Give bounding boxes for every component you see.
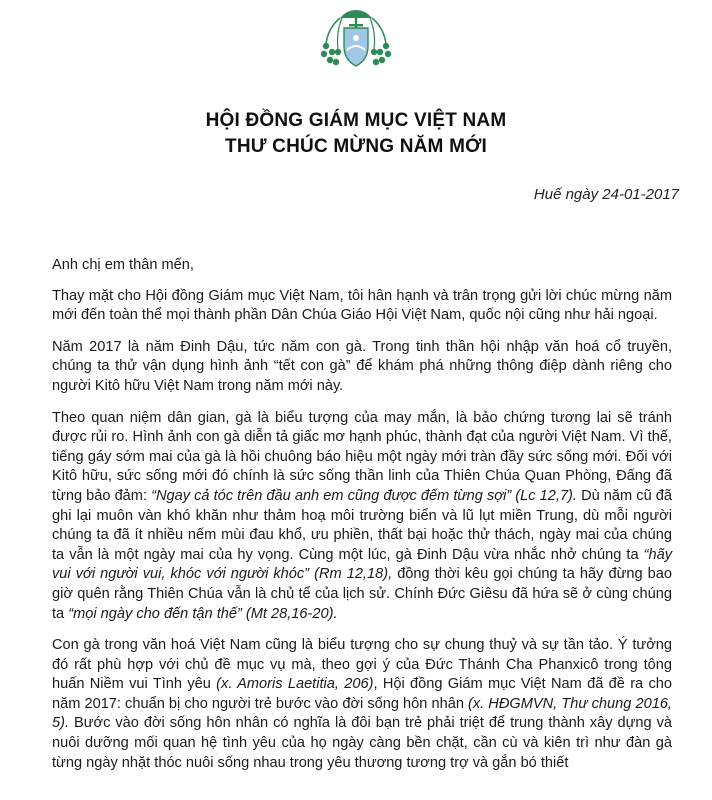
paragraph-3-text-a: Theo quan niệm dân gian, gà là biểu tượng của may mắn, là bảo chứng tương lai sẽ tránh được rủi ro. Hình ảnh con gà diễn tả giấc mơ hạnh phúc, thành đạt của người Việt Nam. Vì thế, tiếng gáy sớm mai của gà là hồi chuông báo hiệu một ngày mới tràn đầy sức sống mới. Đối với Kitô hữu, sức sống mới đó chính là sức sống thần linh của Thiên Chúa Quan Phòng, Đấng đã từng bảo đảm: [52, 409, 672, 504]
reference-amoris-laetitia: (x. Amoris Laetitia, 206) [216, 676, 374, 693]
greeting: Anh chị em thân mến, [52, 257, 194, 273]
paragraph-3-text-b: Dù năm cũ đã ghi lại muôn vàn khó khăn như thảm hoạ môi trường biển và lũ lụt miền Trung, dù mỗi người chúng ta đã ít nhiều nếm mùi đau khổ, ưu phiền, thất bại hoặc thử thách, ngày mai của chúng ta vẫn là một ngày mai của hy vọng. Cùng một lúc, gà Đinh Dậu vừa nhắc nhở chúng ta [52, 487, 673, 563]
paragraph-4-text-a: Con gà trong văn hoá Việt Nam cũng là biểu tượng cho sự chung thuỷ và sự tần tảo. Ý tưởng đó rất phù hợp với chủ đề mục vụ mà, theo gợi ý của Đức Thánh Cha Phanxicô trong tông huấn Niềm vui Tình yêu [52, 637, 672, 693]
letter-body [52, 256, 672, 785]
paragraph-1: Thay mặt cho Hội đồng Giám mục Việt Nam, tôi hân hạnh và trân trọng gửi lời chúc mừng năm mới đến toàn thể mọi thành phần Dân Chúa Giáo Hội Việt Nam, quốc nội cũng như hải ngoại. [52, 287, 672, 324]
paragraph-4-text-c: Bước vào đời sống hôn nhân có nghĩa là đôi bạn trẻ phải triệt để trung thành xây dựng và nuôi dưỡng mối quan hệ tình yêu của họ ngày càng bền chặt, cần cù và kiên trì như đàn gà từng ngày nhặt thóc nuôi sống nhau trong yêu thương tương trợ và gắn bó thiết [52, 715, 672, 771]
date-line: Huế ngày 24-01-2017 [533, 186, 679, 203]
letter-title: THƯ CHÚC MỪNG NĂM MỚI [225, 136, 487, 157]
episcopal-coat-of-arms-icon [316, 6, 396, 74]
paragraph-4 [52, 636, 672, 773]
paragraph-2: Năm 2017 là năm Đinh Dậu, tức năm con gà. Trong tinh thần hội nhập văn hoá cổ truyền, chúng ta thử vận dụng hình ảnh “tết con gà” để khám phá những thông điệp dành riêng cho người Kitô hữu Việt Nam trong năm mới này. [52, 338, 672, 394]
paragraph-3 [52, 409, 672, 625]
scripture-quote-rm: “hãy vui với người vui, khóc với người khóc” (Rm 12,18), [52, 546, 672, 583]
paragraph-3-text-c: đồng thời kêu gọi chúng ta hãy đừng bao giờ quên rằng Thiên Chúa vẫn là chủ tể của lịch sử. Chính Đức Giêsu đã hứa sẽ ở cùng chúng ta [52, 566, 672, 622]
paragraph-4-text-b: , Hội đồng Giám mục Việt Nam đã đề ra cho năm 2017: chuẩn bị cho người trẻ bước vào đời sống hôn nhân [52, 676, 673, 712]
scripture-quote-lc: “Ngay cả tóc trên đầu anh em cũng được đếm từng sợi” (Lc 12,7). [151, 487, 577, 504]
organization-title: HỘI ĐỒNG GIÁM MỤC VIỆT NAM [205, 110, 507, 131]
reference-hdgmvn: (x. HĐGMVN, Thư chung 2016, 5). [52, 695, 672, 732]
scripture-quote-mt: “mọi ngày cho đến tận thế” (Mt 28,16-20). [68, 605, 338, 622]
